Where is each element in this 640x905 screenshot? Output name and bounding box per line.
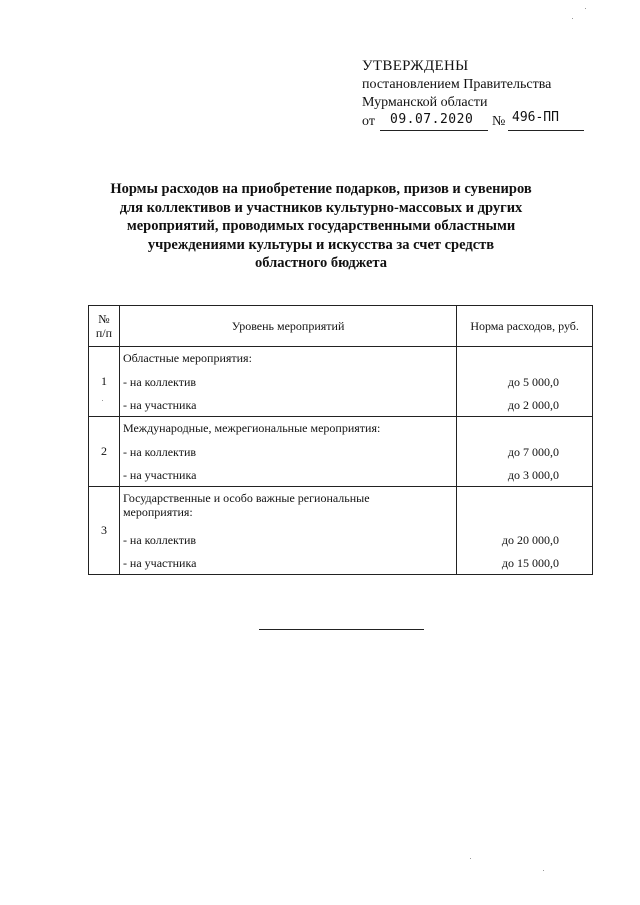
table-header-row bbox=[89, 306, 593, 347]
table-row bbox=[89, 417, 593, 487]
approval-number: 496-ПП bbox=[512, 109, 559, 125]
approval-line-2: Мурманской области bbox=[362, 95, 488, 110]
title-line: мероприятий, проводимых государственными областными bbox=[126, 218, 516, 234]
date-prefix: от bbox=[362, 113, 375, 129]
category-label: Областные мероприятия: bbox=[122, 351, 252, 365]
category-label-cont: мероприятия: bbox=[122, 505, 193, 519]
scan-speck bbox=[543, 870, 544, 871]
norm-value: до 3 000,0 bbox=[507, 468, 559, 482]
header-num-label: п/п bbox=[95, 326, 113, 340]
scan-speck bbox=[572, 18, 573, 19]
norm-cell bbox=[457, 347, 593, 417]
closing-rule bbox=[259, 629, 424, 630]
row-number: 2 bbox=[89, 417, 120, 487]
number-prefix: № bbox=[492, 113, 506, 129]
header-level: Уровень мероприятий bbox=[119, 306, 456, 347]
number-field bbox=[508, 109, 584, 131]
scan-speck bbox=[470, 858, 471, 859]
norm-value: до 5 000,0 bbox=[507, 375, 559, 389]
table-row bbox=[89, 487, 593, 575]
scan-speck bbox=[102, 400, 103, 401]
approval-block bbox=[362, 57, 602, 133]
norm-value: до 7 000,0 bbox=[507, 445, 559, 459]
title-line: Нормы расходов на приобретение подарков, призов и сувениров bbox=[110, 181, 532, 197]
norm-cell bbox=[457, 487, 593, 575]
title-line: для коллективов и участников культурно-массовых и других bbox=[119, 199, 523, 216]
table-row bbox=[89, 347, 593, 417]
approval-date-line bbox=[362, 109, 602, 133]
approval-line-1: постановлением Правительства bbox=[362, 76, 552, 92]
norms-table bbox=[88, 305, 593, 575]
item-label: - на коллектив bbox=[122, 533, 197, 547]
level-cell bbox=[119, 487, 456, 575]
item-label: - на участника bbox=[122, 398, 197, 412]
category-label: Государственные и особо важные региональные bbox=[122, 491, 370, 505]
row-number: 3 bbox=[89, 487, 120, 575]
norm-value: до 15 000,0 bbox=[501, 556, 559, 570]
header-norm: Норма расходов, руб. bbox=[457, 306, 593, 347]
scan-speck bbox=[585, 8, 586, 9]
document-title bbox=[95, 180, 547, 273]
level-cell bbox=[119, 417, 456, 487]
norm-value: до 20 000,0 bbox=[501, 533, 559, 547]
title-line: областного бюджета bbox=[255, 255, 387, 271]
item-label: - на коллектив bbox=[122, 445, 197, 459]
header-num-symbol: № bbox=[98, 312, 110, 326]
level-cell bbox=[119, 347, 456, 417]
norm-cell bbox=[457, 417, 593, 487]
title-line: учреждениями культуры и искусства за счет средств bbox=[147, 236, 495, 253]
item-label: - на коллектив bbox=[122, 375, 197, 389]
approval-heading: УТВЕРЖДЕНЫ bbox=[362, 58, 469, 74]
header-num bbox=[89, 306, 120, 347]
approval-date: 09.07.2020 bbox=[390, 111, 474, 127]
item-label: - на участника bbox=[122, 556, 197, 570]
category-label: Международные, межрегиональные мероприятия: bbox=[122, 421, 381, 435]
item-label: - на участника bbox=[122, 468, 197, 482]
norm-value: до 2 000,0 bbox=[507, 398, 559, 412]
row-number: 1 bbox=[89, 347, 120, 417]
date-field bbox=[380, 113, 488, 131]
